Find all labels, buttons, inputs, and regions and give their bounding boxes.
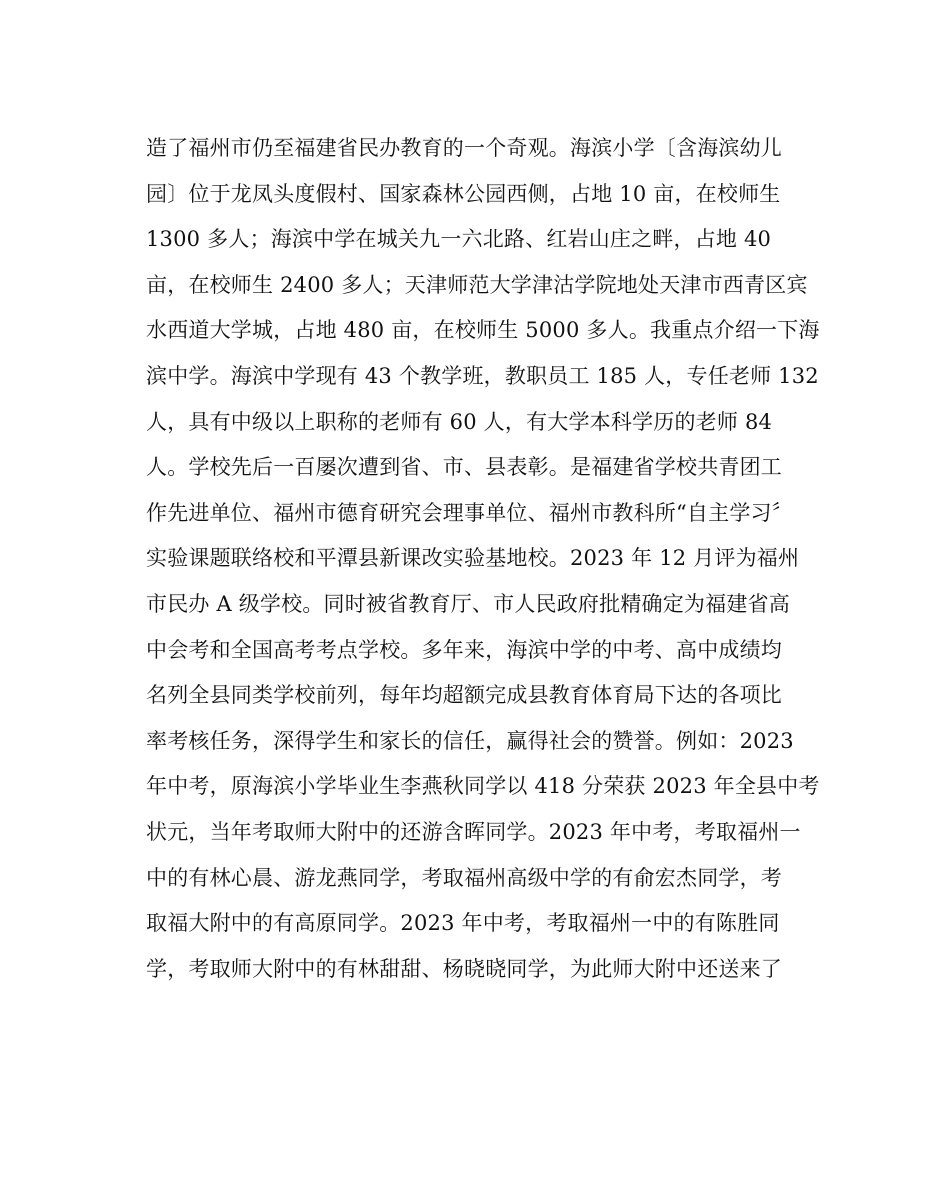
text-line: 水西道大学城，占地 480 亩，在校师生 5000 多人。我重点介绍一下海 <box>146 318 820 343</box>
text-line: 市民办 A 级学校。同时被省教育厅、市人民政府批精确定为福建省高 <box>146 591 790 616</box>
text-line: 率考核任务，深得学生和家长的信任，赢得社会的赞誉。例如：2023 <box>146 728 794 753</box>
text-line: 中的有林心晨、游龙燕同学，考取福州高级中学的有俞宏杰同学，考 <box>146 865 782 890</box>
text-line: 人。学校先后一百屡次遭到省、市、县表彰。是福建省学校共青团工 <box>146 455 782 480</box>
text-line: 造了福州市仍至福建省民办教育的一个奇观。海滨小学〔含海滨幼儿 <box>146 136 782 160</box>
text-line: 学，考取师大附中的有林甜甜、杨晓晓同学，为此师大附中还送来了 <box>146 956 782 981</box>
text-line: 滨中学。海滨中学现有 43 个教学班，教职员工 185 人，专任老师 132 <box>146 363 819 388</box>
text-line: 名列全县同类学校前列，每年均超额完成县教育体育局下达的各项比 <box>146 683 782 708</box>
text-line: 年中考，原海滨小学毕业生李燕秋同学以 418 分荣获 2023 年全县中考 <box>146 774 820 799</box>
text-line: 状元，当年考取师大附中的还游含晖同学。2023 年中考，考取福州一 <box>146 819 801 844</box>
text-line: 实验课题联络校和平潭县新课改实验基地校。2023 年 12 月评为福州 <box>146 546 800 571</box>
text-line: 取福大附中的有高原同学。2023 年中考，考取福州一中的有陈胜同 <box>146 911 780 936</box>
body-text <box>146 126 826 992</box>
text-line: 亩，在校师生 2400 多人；天津师范大学津沽学院地处天津市西青区宾 <box>146 272 808 297</box>
text-line: 人，具有中级以上职称的老师有 60 人，有大学本科学历的老师 84 <box>146 409 773 434</box>
text-line: 园〕位于龙凤头度假村、国家森林公园西侧，占地 10 亩，在校师生 <box>146 181 781 206</box>
text-line: 中会考和全国高考考点学校。多年来，海滨中学的中考、高中成绩均 <box>146 637 782 662</box>
text-line: 1300 多人；海滨中学在城关九一六北路、红岩山庄之畔，占地 40 <box>146 227 772 252</box>
text-line: 作先进单位、福州市德育研究会理事单位、福州市教科所“自主学习〞 <box>146 500 793 525</box>
